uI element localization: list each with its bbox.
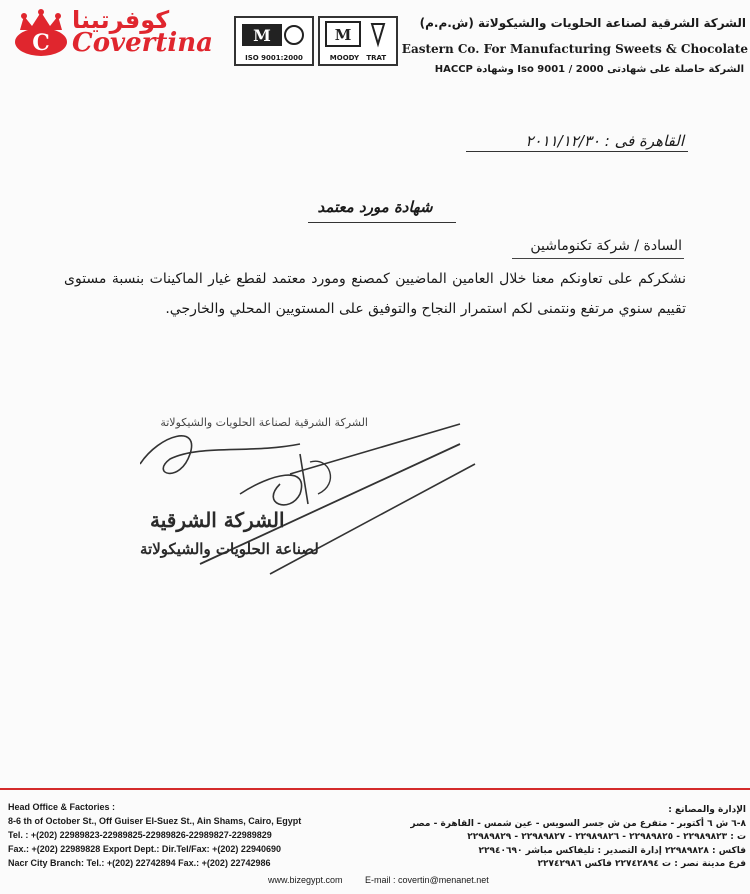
moody-mark-icon [320,18,396,52]
footer-en-line: Fax.: +(202) 22989828 Export Dept.: Dir.Tel/Fax: +(202) 22940690 [8,844,281,854]
footer-en-line: Tel. : +(202) 22989823-22989825-22989826-22989827-22989829 [8,830,272,840]
signature-icon [140,414,480,594]
company-name-arabic: الشركة الشرقية لصناعة الحلويات والشيكولاتة (ش.م.م) [419,16,746,30]
footer-ar-line: الإدارة والمصانع : [668,805,746,815]
brand-name-arabic: كوفرتينا [72,6,170,34]
svg-text:C: C [32,30,50,56]
letter-addressee: السادة / شركة تكنوماشين [530,238,682,254]
date-underline [466,151,688,152]
website-link[interactable]: www.bizegypt.com [268,875,343,885]
footer-divider [0,788,750,790]
iso-cert-logo [234,16,314,66]
stamp-header-text: الشركة الشرقية لصناعة الحلويات والشيكولاتة [160,416,368,429]
footer-english-address [8,800,301,870]
stamp-line1: الشركة الشرقية [150,508,285,532]
stamp-line2: لصناعة الحلويات والشيكولاتة [140,540,319,558]
footer-contact [268,875,509,885]
svg-text:M: M [334,26,352,44]
letter-body: نشكركم على تعاونكم معنا خلال العامين الماضيين كمصنع ومورد معتمد لقطع غيار الماكينات بنسبة مستوى تقييم سنوي مرتفع ونتمنى لكم استمرار النجاح والتوفيق على المستويين المحلي والخارجي. [64,271,686,317]
footer-arabic-address [410,804,746,872]
certification-statement: الشركة حاصلة على شهادتى 2000 / Iso 9001 وشهادة HACCP [434,64,744,75]
footer-en-line: Head Office & Factories : [8,802,116,812]
title-underline [308,222,456,223]
email-link[interactable]: E-mail : covertin@menanet.net [365,875,489,885]
footer-ar-line: فرع مدينة نصر : ت ٢٢٧٤٢٨٩٤ فاكس ٢٢٧٤٢٩٨٦ [537,859,746,869]
company-name-english: Eastern Co. For Manufacturing Sweets & Chocolate [401,42,748,56]
brand-name-english: Covertina [72,28,214,58]
certification-mark-icon [236,18,312,52]
footer-ar-line: ت : ٢٢٩٨٩٨٢٣ - ٢٢٩٨٩٨٢٥ - ٢٢٩٨٩٨٢٦ - ٢٢٩٨٩٨٢٧ - ٢٢٩٨٩٨٢٩ [467,832,746,842]
addressee-underline [512,258,684,259]
footer-ar-line: ٨-٦ ش ٦ أكتوبر - متفرع من ش جسر السويس - عين شمس - القاهرة - مصر [410,818,746,829]
moody-cert-logo [318,16,398,66]
cert1-label: ISO 9001:2000 [245,54,303,62]
footer-en-line: 8-6 th of October St., Off Guiser El-Suez St., Ain Shams, Cairo, Egypt [8,816,302,826]
letter-date: القاهرة فى : ٢٠١١/١٢/٣٠ [525,132,684,150]
svg-text:M: M [253,26,271,45]
cert2-label: MOODY TRAT [329,54,387,62]
covertina-crown-logo-icon [12,8,70,58]
footer-en-line: Nacr City Branch: Tel.: +(202) 22742894 Fax.: +(202) 22742986 [8,858,271,868]
footer-ar-line: فاكس : ٢٢٩٨٩٨٢٨ إدارة التصدير : تليفاكس مباشر ٢٢٩٤٠٦٩٠ [478,845,746,856]
letter-title: شهادة مورد معتمد [317,198,433,216]
